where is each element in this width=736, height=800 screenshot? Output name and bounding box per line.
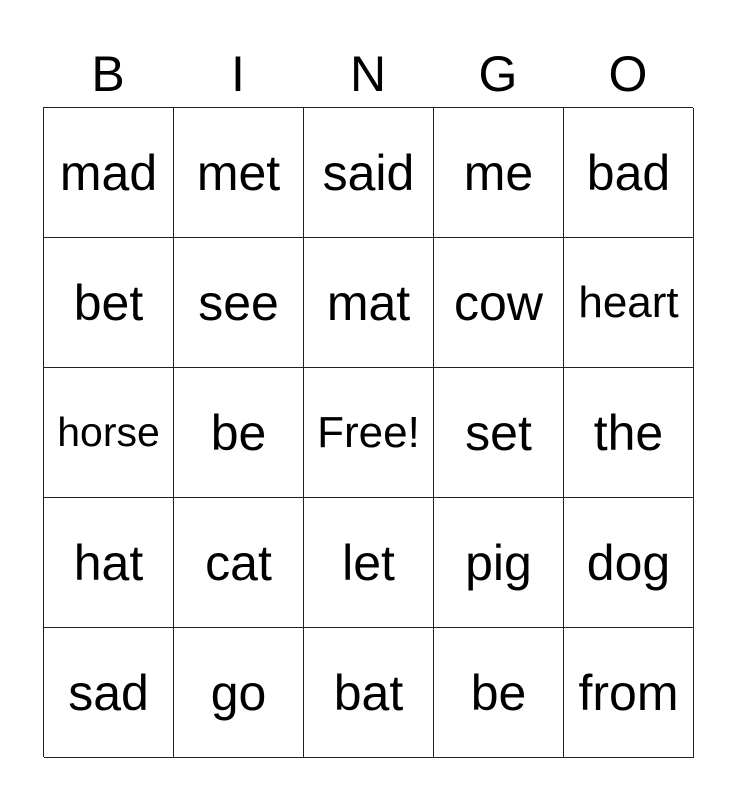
bingo-cell[interactable]: met xyxy=(174,108,304,238)
bingo-cell[interactable]: go xyxy=(174,628,304,758)
bingo-cell[interactable]: bet xyxy=(44,238,174,368)
bingo-cell[interactable]: bad xyxy=(564,108,694,238)
header-letter-b: B xyxy=(91,46,125,102)
bingo-card xyxy=(43,107,693,757)
bingo-cell[interactable]: set xyxy=(434,368,564,498)
bingo-cell[interactable]: be xyxy=(174,368,304,498)
bingo-cell[interactable]: horse xyxy=(44,368,174,498)
bingo-header xyxy=(43,42,693,106)
bingo-cell[interactable]: sad xyxy=(44,628,174,758)
header-letter-i: I xyxy=(231,46,245,102)
bingo-cell[interactable]: let xyxy=(304,498,434,628)
bingo-cell[interactable]: heart xyxy=(564,238,694,368)
bingo-cell[interactable]: me xyxy=(434,108,564,238)
bingo-cell[interactable]: from xyxy=(564,628,694,758)
header-letter-g: G xyxy=(478,46,518,102)
header-letter-n: N xyxy=(349,46,387,102)
bingo-cell[interactable]: dog xyxy=(564,498,694,628)
bingo-cell[interactable]: said xyxy=(304,108,434,238)
bingo-cell[interactable]: cat xyxy=(174,498,304,628)
header-letter-o: O xyxy=(608,46,648,102)
bingo-cell[interactable]: cow xyxy=(434,238,564,368)
bingo-cell[interactable]: hat xyxy=(44,498,174,628)
bingo-cell[interactable]: bat xyxy=(304,628,434,758)
bingo-cell[interactable]: mat xyxy=(304,238,434,368)
bingo-cell[interactable]: be xyxy=(434,628,564,758)
free-space-cell[interactable]: Free! xyxy=(304,368,434,498)
bingo-cell[interactable]: see xyxy=(174,238,304,368)
bingo-cell[interactable]: pig xyxy=(434,498,564,628)
bingo-cell[interactable]: mad xyxy=(44,108,174,238)
bingo-cell[interactable]: the xyxy=(564,368,694,498)
